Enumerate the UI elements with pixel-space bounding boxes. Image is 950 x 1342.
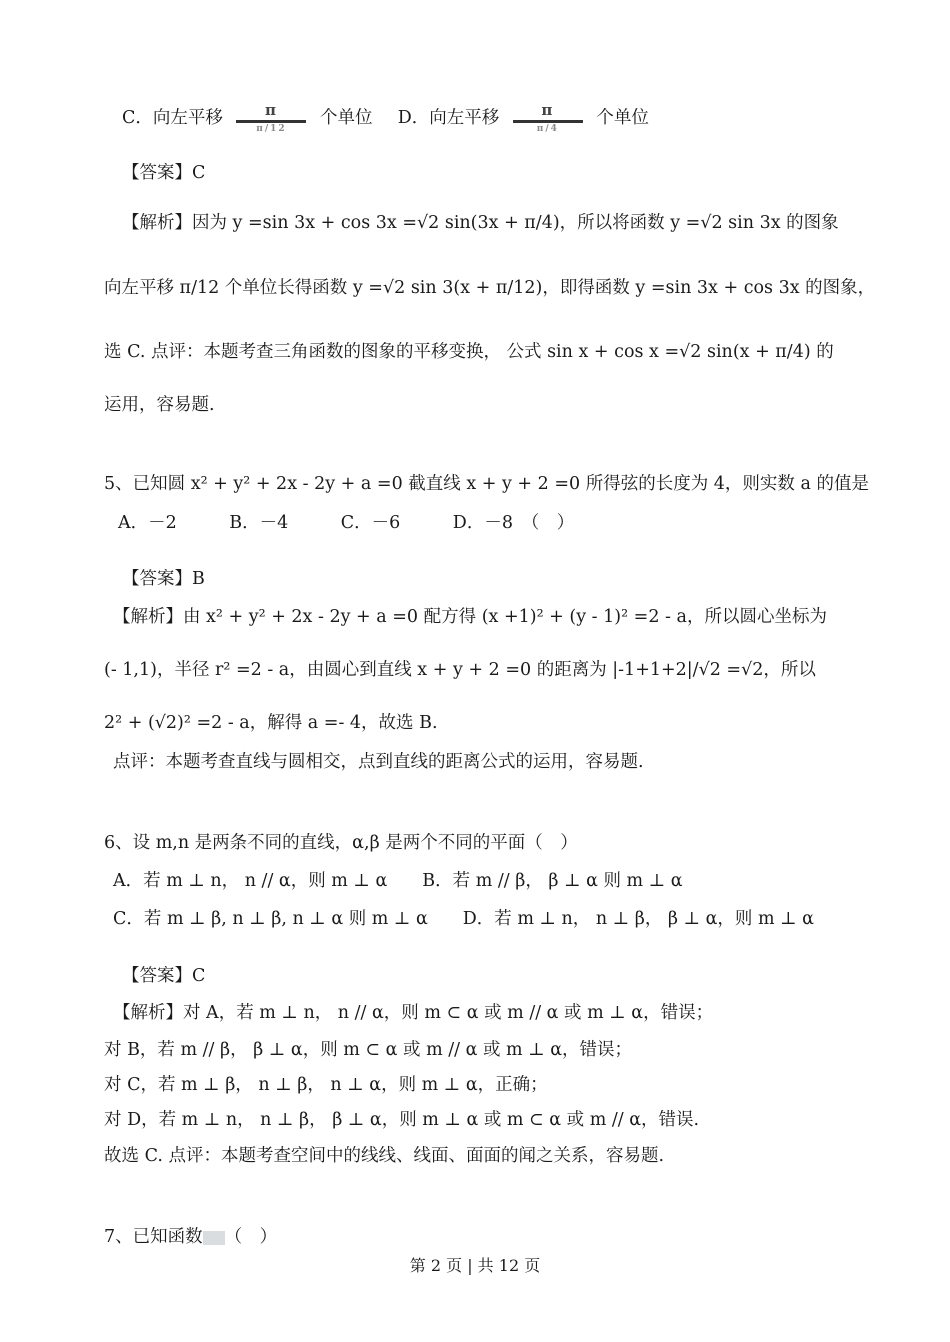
q6-analysis-line-1: 【解析】对 A，若 m ⊥ n， n // α，则 m ⊂ α 或 m // α 或 m ⊥ α，错误； xyxy=(113,1003,714,1023)
q5-analysis-line-3: 2² + (√2)² =2 - a，解得 a =- 4，故选 B. xyxy=(104,713,438,733)
page-footer: 第 2 页 | 共 12 页 xyxy=(409,1256,541,1275)
q7-formula-image xyxy=(203,1231,225,1245)
q7-stem-suffix: （ ） xyxy=(224,1227,278,1247)
q4-options-cd xyxy=(122,101,649,134)
q4-option-d-shift-text: π/4 xyxy=(536,123,559,134)
q4-analysis-line-4: 运用，容易题. xyxy=(104,395,215,415)
q4-analysis-line-2: 向左平移 π/12 个单位长得函数 y =√2 sin 3(x + π/12)，即得函数 y =sin 3x + cos 3x 的图象， xyxy=(104,278,876,298)
q4-option-d-unit: 个单位 xyxy=(596,107,649,128)
q5-analysis-line-2: (- 1,1)，半径 r² =2 - a，由圆心到直线 x + y + 2 =0 的距离为 |-1+1+2|/√2 =√2，所以 xyxy=(104,660,816,680)
q6-stem: 6、设 m,n 是两条不同的直线，α,β 是两个不同的平面（ ） xyxy=(104,833,578,853)
q5-analysis-line-4: 点评：本题考查直线与圆相交，点到直线的距离公式的运用，容易题. xyxy=(113,752,644,772)
q4-answer: 【答案】C xyxy=(122,163,206,183)
q5-options: A．－2 B．－4 C．－6 D．－8 （ ） xyxy=(118,513,575,533)
q4-analysis-line-3: 选 C. 点评：本题考查三角函数的图象的平移变换， 公式 sin x + cos x =√2 sin(x + π/4) 的 xyxy=(104,342,834,362)
q7-stem-prefix: 7、已知函数 xyxy=(104,1227,203,1247)
q4-option-c-unit: 个单位 xyxy=(320,107,373,128)
q6-analysis-line-3: 对 C，若 m ⊥ β， n ⊥ β， n ⊥ α，则 m ⊥ α，正确； xyxy=(104,1075,548,1095)
q6-analysis-line-5: 故选 C. 点评：本题考查空间中的线线、线面、面面的闻之关系，容易题. xyxy=(104,1146,665,1166)
q7-stem xyxy=(104,1227,277,1248)
q4-option-d-prefix: D．向左平移 xyxy=(397,107,500,128)
q4-option-c-shift-text: π/12 xyxy=(256,123,287,134)
q6-options-cd: C．若 m ⊥ β, n ⊥ β, n ⊥ α 则 m ⊥ α D．若 m ⊥ n， n ⊥ β， β ⊥ α，则 m ⊥ α xyxy=(113,909,814,929)
q4-option-c-shift: π π/12 xyxy=(228,104,314,133)
q5-analysis-line-1: 【解析】由 x² + y² + 2x - 2y + a =0 配方得 (x +1)² + (y - 1)² =2 - a，所以圆心坐标为 xyxy=(113,607,827,627)
q6-analysis-line-4: 对 D，若 m ⊥ n， n ⊥ β， β ⊥ α，则 m ⊥ α 或 m ⊂ α 或 m // α，错误. xyxy=(104,1110,700,1130)
q4-analysis-line-1: 【解析】因为 y =sin 3x + cos 3x =√2 sin(3x + π/4)，所以将函数 y =√2 sin 3x 的图象 xyxy=(122,213,839,233)
q5-stem: 5、已知圆 x² + y² + 2x - 2y + a =0 截直线 x + y + 2 =0 所得弦的长度为 4，则实数 a 的值是 xyxy=(104,474,869,494)
q4-option-c-prefix: C．向左平移 xyxy=(122,107,223,128)
q6-options-ab: A．若 m ⊥ n， n // α，则 m ⊥ α B．若 m // β， β ⊥ α 则 m ⊥ α xyxy=(113,871,683,891)
q5-answer: 【答案】B xyxy=(122,569,205,589)
q6-answer: 【答案】C xyxy=(122,966,206,986)
q4-option-d-shift: π π/4 xyxy=(505,104,591,133)
q6-analysis-line-2: 对 B，若 m // β， β ⊥ α，则 m ⊂ α 或 m // α 或 m ⊥ α，错误； xyxy=(104,1040,633,1060)
